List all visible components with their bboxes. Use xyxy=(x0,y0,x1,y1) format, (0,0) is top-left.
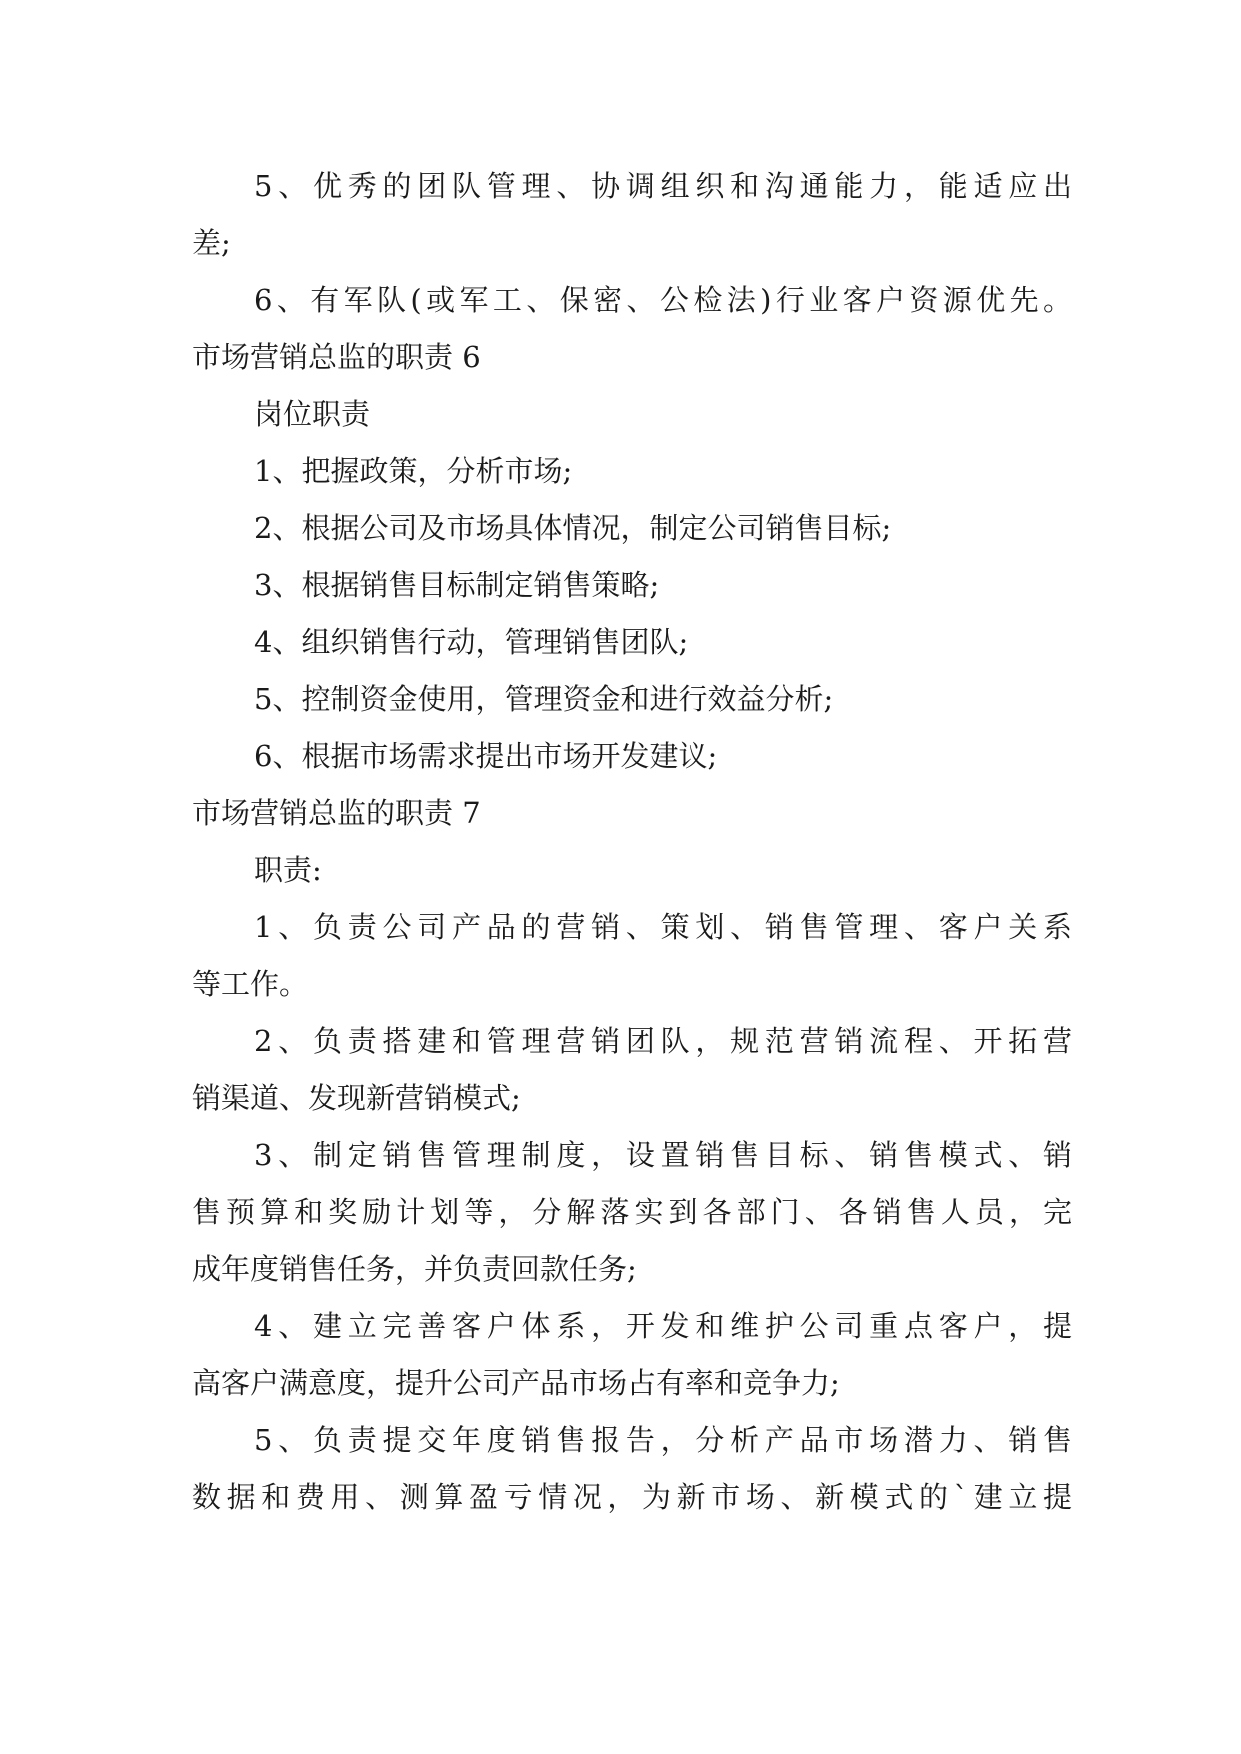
paragraph-line: 差; xyxy=(192,226,231,260)
paragraph-line: 6、有军队(或军工、保密、公检法)行业客户资源优先。 xyxy=(254,283,1072,317)
paragraph-line: 5、优秀的团队管理、协调组织和沟通能力，能适应出 xyxy=(254,169,1072,203)
paragraph-line: 4、组织销售行动，管理销售团队; xyxy=(254,625,689,659)
paragraph-line: 1、把握政策，分析市场; xyxy=(254,454,573,488)
paragraph-line: 5、负责提交年度销售报告，分析产品市场潜力、销售 xyxy=(254,1423,1072,1457)
paragraph-line: 3、根据销售目标制定销售策略; xyxy=(254,568,660,602)
paragraph-line: 成年度销售任务，并负责回款任务; xyxy=(192,1252,637,1286)
paragraph-line: 高客户满意度，提升公司产品市场占有率和竞争力; xyxy=(192,1366,840,1400)
paragraph-line: 岗位职责 xyxy=(254,397,371,431)
paragraph-line: 1、负责公司产品的营销、策划、销售管理、客户关系 xyxy=(254,910,1072,944)
paragraph-line: 职责: xyxy=(254,853,322,887)
paragraph-line: 等工作。 xyxy=(192,967,309,1001)
section-heading: 市场营销总监的职责 6 xyxy=(192,340,481,374)
paragraph-line: 销渠道、发现新营销模式; xyxy=(192,1081,521,1115)
paragraph-line: 4、建立完善客户体系，开发和维护公司重点客户，提 xyxy=(254,1309,1072,1343)
paragraph-line: 2、根据公司及市场具体情况，制定公司销售目标; xyxy=(254,511,892,545)
section-heading: 市场营销总监的职责 7 xyxy=(192,796,481,830)
paragraph-line: 6、根据市场需求提出市场开发建议; xyxy=(254,739,718,773)
paragraph-line: 售预算和奖励计划等，分解落实到各部门、各销售人员，完 xyxy=(192,1195,1072,1229)
paragraph-line: 数据和费用、测算盈亏情况，为新市场、新模式的`建立提 xyxy=(192,1480,1072,1514)
paragraph-line: 5、控制资金使用，管理资金和进行效益分析; xyxy=(254,682,834,716)
paragraph-line: 3、制定销售管理制度，设置销售目标、销售模式、销 xyxy=(254,1138,1072,1172)
paragraph-line: 2、负责搭建和管理营销团队，规范营销流程、开拓营 xyxy=(254,1024,1072,1058)
